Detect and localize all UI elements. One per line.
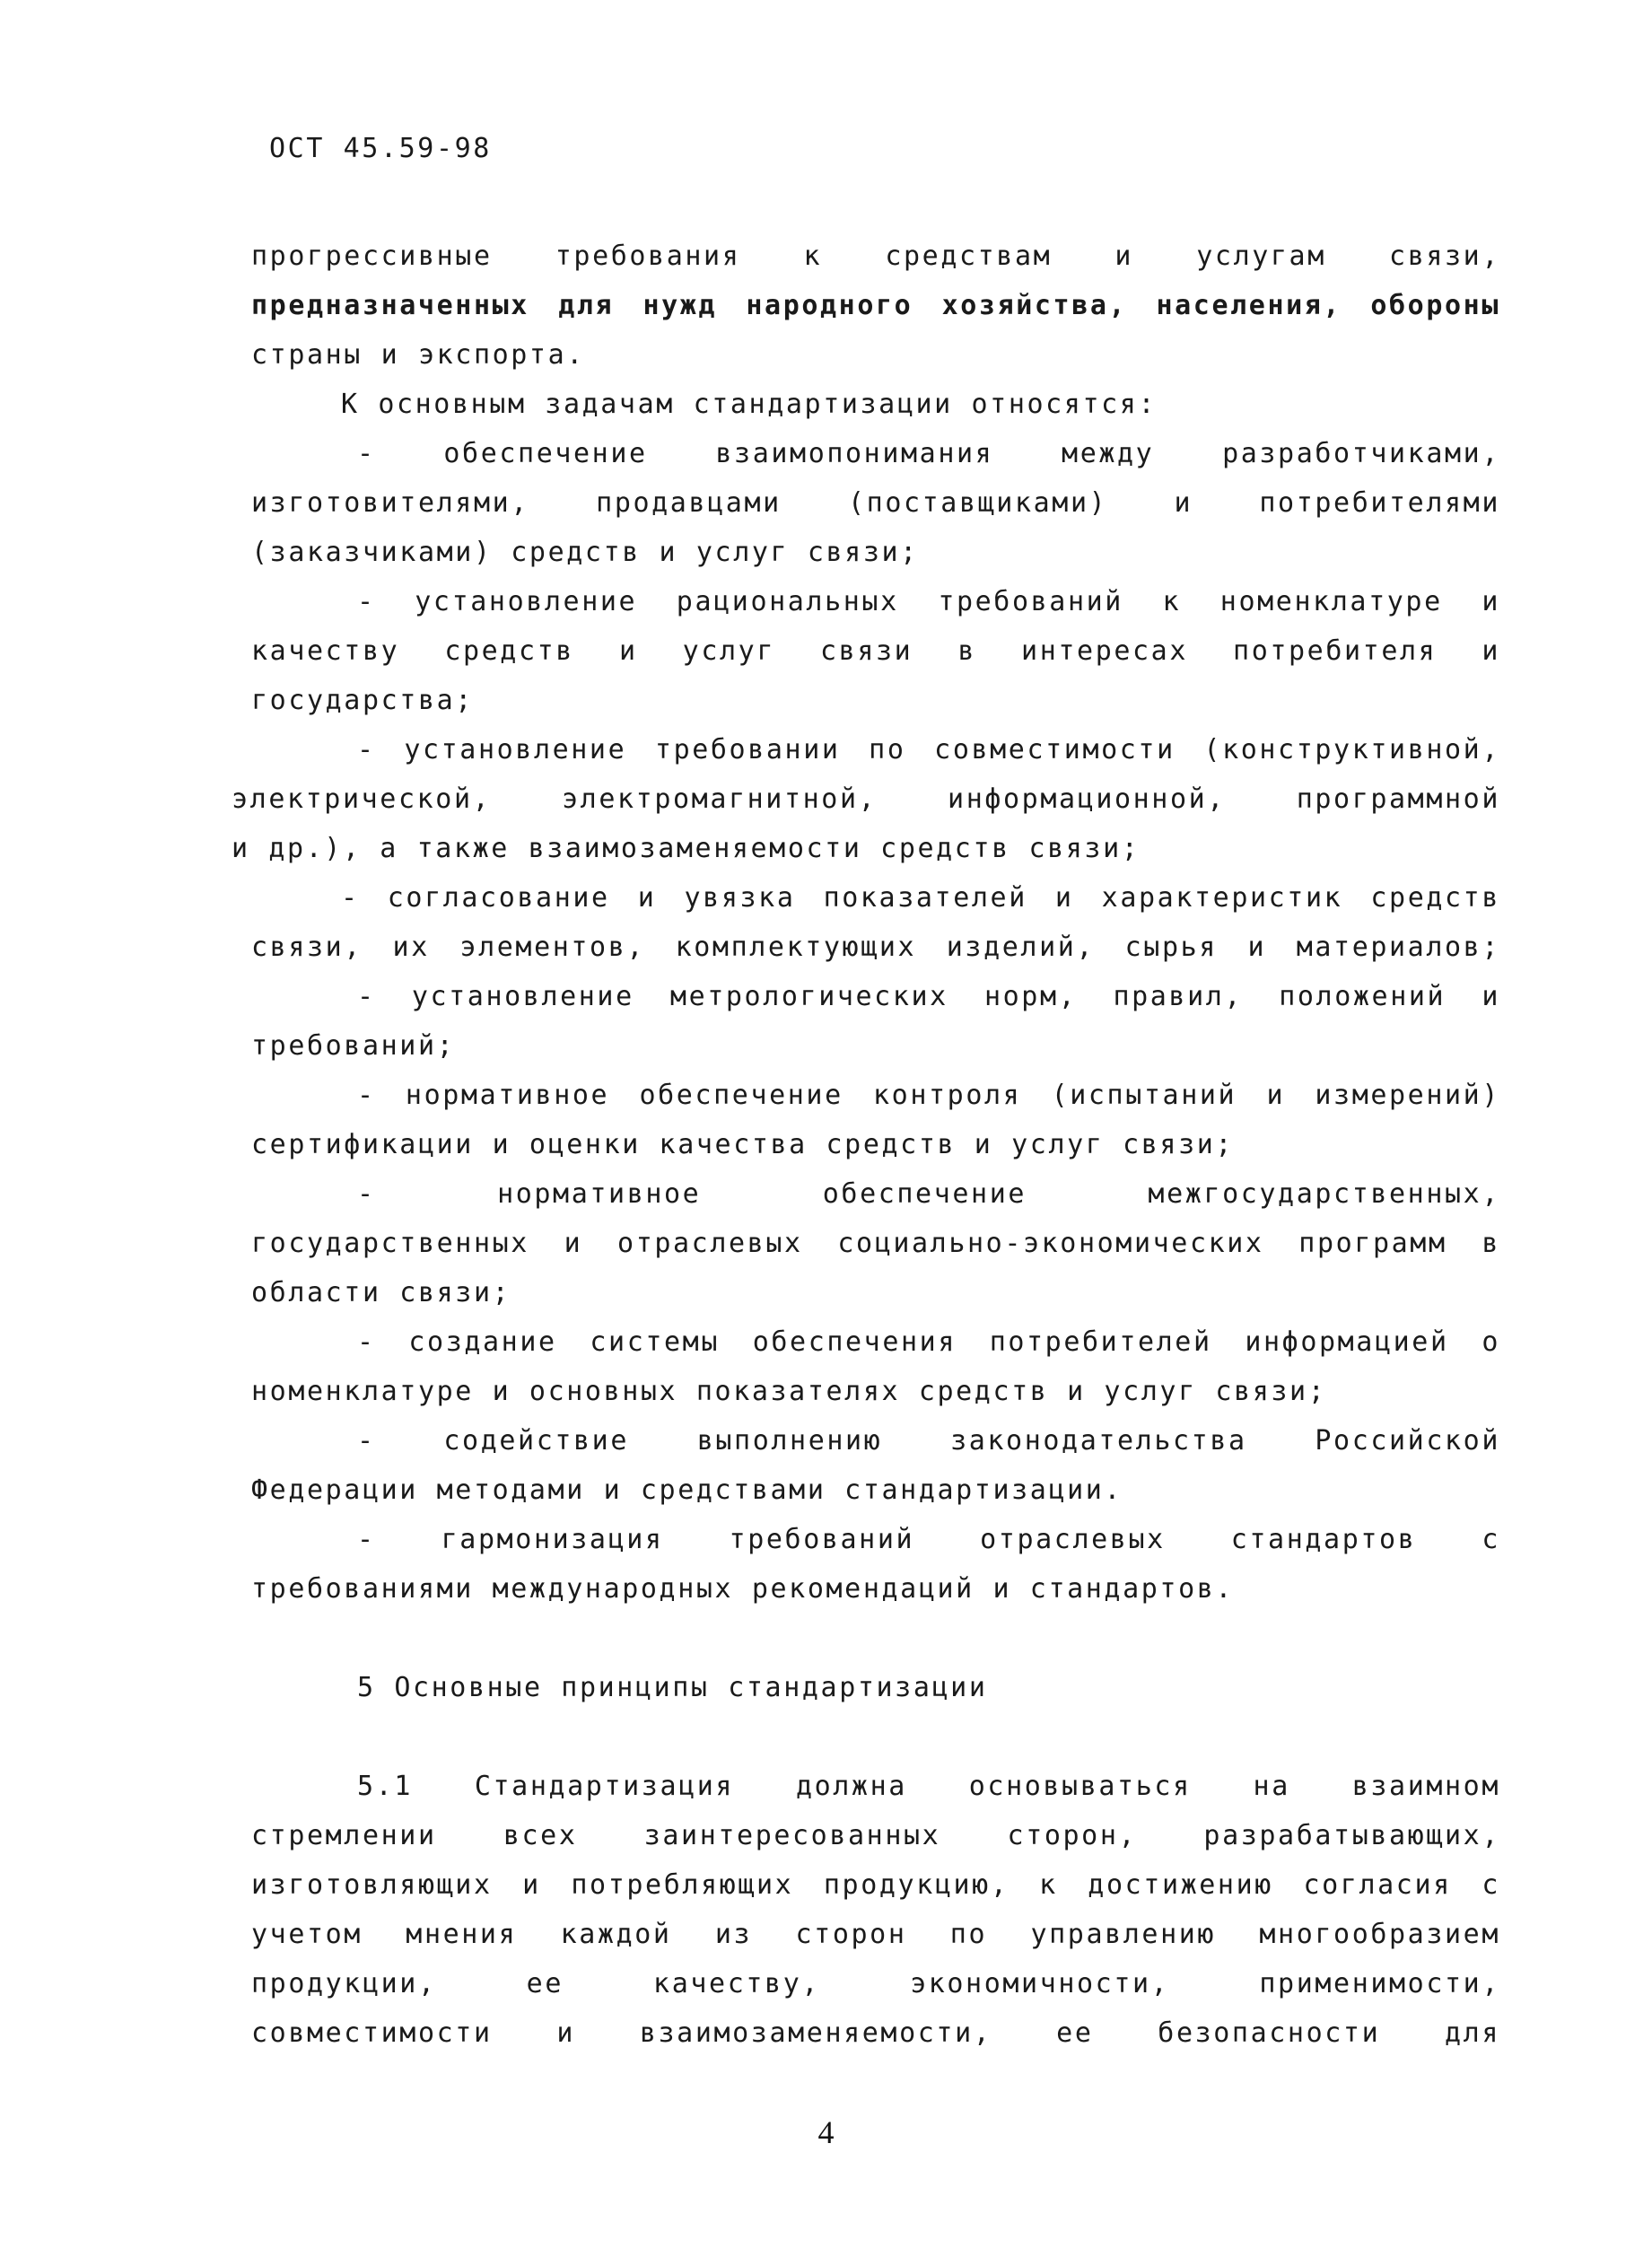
task-line: (заказчиками) средств и услуг связи; — [251, 537, 919, 568]
spacer — [251, 1712, 1500, 1762]
task-line: связи, их элементов, комплектующих изделий, сырья и материалов; — [251, 932, 1500, 963]
task-line: качеству средств и услуг связи в интересах потребителя и — [251, 635, 1500, 667]
task-line: изготовителями, продавцами (поставщиками) и потребителями — [251, 487, 1500, 519]
task-line: требованиями международных рекомендаций и стандартов. — [251, 1573, 1235, 1605]
clause-line: стремлении всех заинтересованных сторон, разрабатывающих, — [251, 1820, 1500, 1851]
task-line: - установление рациональных требований к номенклатуре и — [357, 586, 1500, 617]
task-line: - нормативное обеспечение межгосударственных, — [357, 1178, 1500, 1210]
clause-line: изготовляющих и потребляющих продукцию, к достижению согласия с — [251, 1869, 1500, 1901]
task-line: - установление требовании по совместимости (конструктивной, — [357, 734, 1500, 766]
clause-line: совместимости и взаимозаменяемости, ее безопасности для — [251, 2017, 1500, 2049]
task-line: и др.), а также взаимозаменяемости средств связи; — [232, 833, 1141, 864]
clause-line: 5.1 Стандартизация должна основываться на взаимном — [357, 1771, 1500, 1802]
task-line: электрической, электромагнитной, информационной, программной — [232, 783, 1500, 815]
task-line: сертификации и оценки качества средств и услуг связи; — [251, 1129, 1235, 1160]
intro-line: предназначенных для нужд народного хозяйства, населения, обороны — [251, 290, 1500, 321]
section-heading: 5 Основные принципы стандартизации — [357, 1672, 988, 1703]
task-line: требований; — [251, 1030, 456, 1062]
intro-line: страны и экспорта. — [251, 339, 585, 371]
tasks-heading: К основным задачам стандартизации относятся: — [341, 389, 1158, 420]
task-line: - согласование и увязка показателей и характеристик средств — [341, 882, 1500, 914]
task-line: - обеспечение взаимопонимания между разработчиками, — [357, 438, 1500, 469]
spacer — [251, 1614, 1500, 1663]
task-line: - содействие выполнению законодательства Российской — [357, 1425, 1500, 1457]
document-code-header: ОСТ 45.59-98 — [269, 133, 492, 164]
intro-line: прогрессивные требования к средствам и услугам связи, — [251, 241, 1500, 272]
page-number: 4 — [817, 2114, 835, 2150]
task-line: Федерации методами и средствами стандартизации. — [251, 1474, 1123, 1506]
task-line: - установление метрологических норм, правил, положений и — [357, 981, 1500, 1012]
task-line: - нормативное обеспечение контроля (испытаний и измерений) — [357, 1080, 1500, 1111]
clause-line: учетом мнения каждой из сторон по управлению многообразием — [251, 1919, 1500, 1950]
task-line: государства; — [251, 685, 474, 716]
task-line: области связи; — [251, 1277, 511, 1308]
task-line: - создание системы обеспечения потребителей информацией о — [357, 1326, 1500, 1358]
document-body — [232, 232, 1500, 2058]
task-line: государственных и отраслевых социально-экономических программ в — [251, 1228, 1500, 1259]
task-line: номенклатуре и основных показателях средств и услуг связи; — [251, 1376, 1327, 1407]
task-line: - гармонизация требований отраслевых стандартов с — [357, 1524, 1500, 1555]
clause-line: продукции, ее качеству, экономичности, применимости, — [251, 1968, 1500, 1999]
